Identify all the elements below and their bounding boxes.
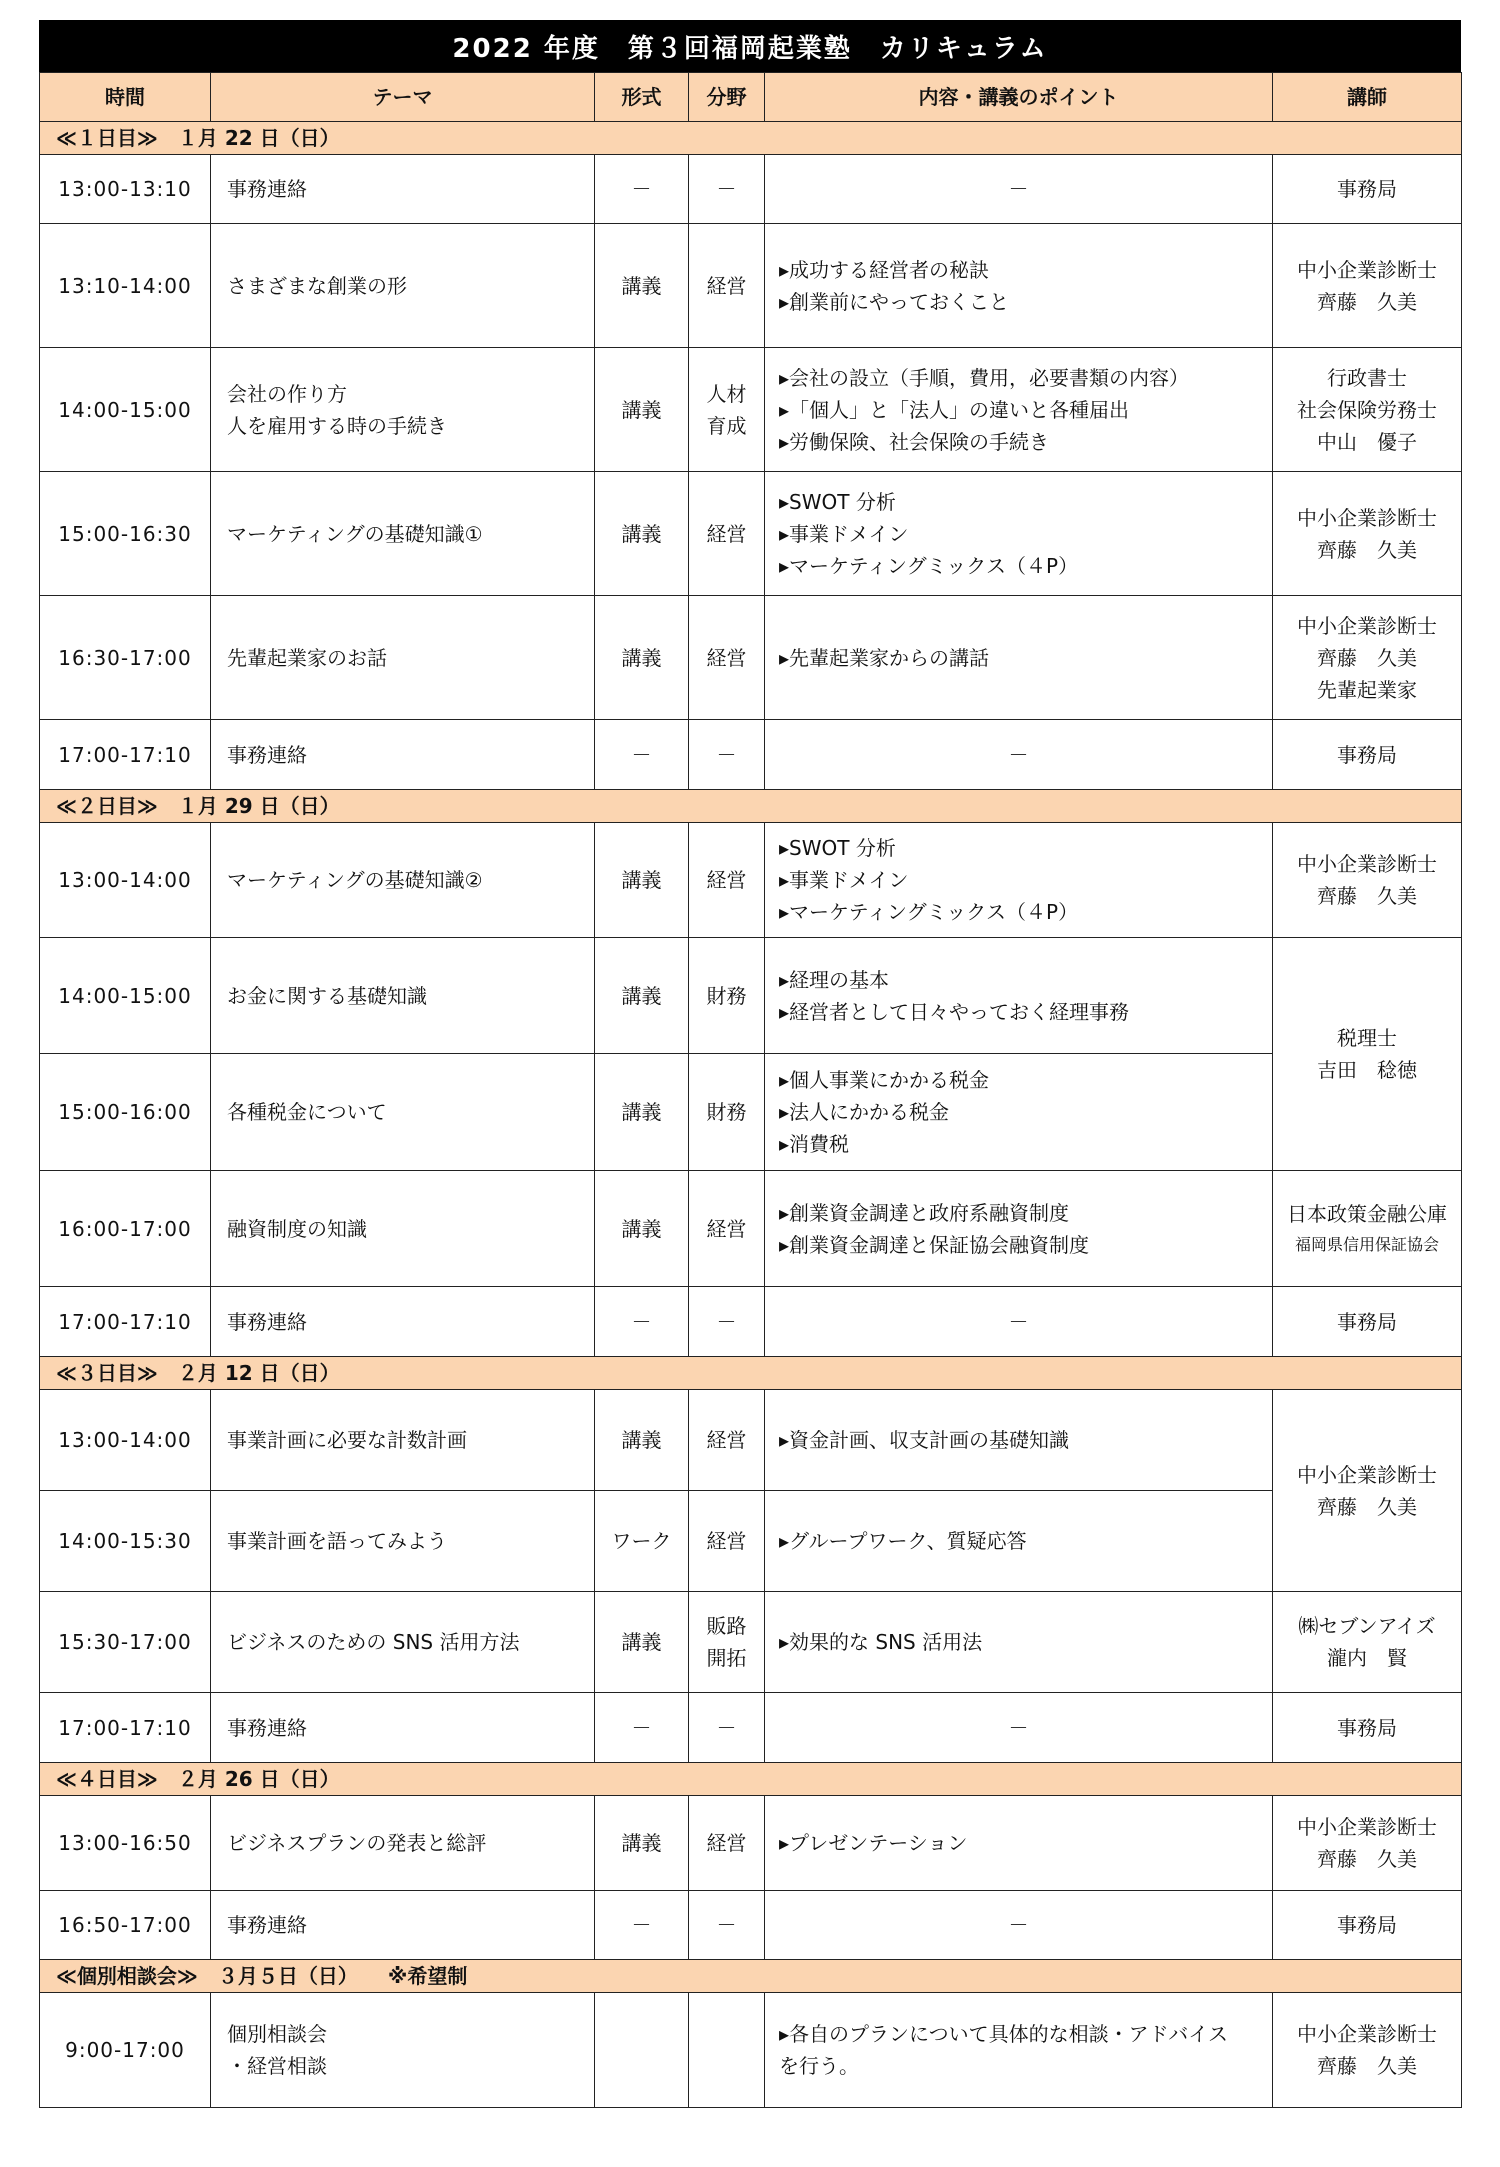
session-time: 14:00-15:30 (40, 1491, 211, 1592)
session-time: 15:00-16:30 (40, 472, 211, 596)
session-lecturer (1273, 938, 1462, 1171)
field-line: 経営 (706, 273, 747, 298)
content-line: － (1008, 177, 1029, 201)
session-field (689, 472, 765, 596)
session-row (40, 1287, 1462, 1357)
session-format: 講義 (595, 1054, 689, 1171)
session-content (765, 1054, 1273, 1171)
day-label: ≪３日目≫ ２月 12 日（日） (40, 1357, 1462, 1390)
theme-line: 事務連絡 (227, 742, 307, 767)
header-lecturer: 講師 (1273, 73, 1462, 122)
day-label: ≪２日目≫ １月 29 日（日） (40, 790, 1462, 823)
session-lecturer (1273, 823, 1462, 938)
session-content (765, 224, 1273, 348)
lecturer-line: 中小企業診断士 (1297, 2022, 1437, 2046)
session-theme (211, 1054, 595, 1171)
content-line: － (1008, 1715, 1029, 1740)
lecturer-line: 福岡県信用保証協会 (1294, 1234, 1439, 1254)
session-field (689, 155, 765, 224)
session-row (40, 472, 1462, 596)
session-lecturer (1273, 1891, 1462, 1960)
theme-line: 先輩起業家のお話 (227, 645, 387, 670)
session-lecturer (1273, 1287, 1462, 1357)
lecturer-line: 齊藤 久美 (1317, 537, 1417, 562)
lecturer-line: 先輩起業家 (1317, 677, 1417, 702)
session-time: 16:50-17:00 (40, 1891, 211, 1960)
session-theme (211, 823, 595, 938)
theme-line: ・経営相談 (227, 2054, 327, 2078)
field-line: 経営 (706, 645, 747, 670)
session-content (765, 348, 1273, 472)
session-theme (211, 1287, 595, 1357)
session-lecturer (1273, 224, 1462, 348)
content-line: ▸消費税 (779, 1132, 850, 1156)
session-content (765, 1287, 1273, 1357)
content-line: ▸SWOT 分析 (779, 836, 896, 860)
content-line: ▸事業ドメイン (779, 521, 909, 546)
session-lecturer (1273, 348, 1462, 472)
session-theme (211, 472, 595, 596)
content-line: ▸創業資金調達と保証協会融資制度 (779, 1232, 1090, 1257)
content-line: を行う。 (779, 2054, 859, 2078)
session-content (765, 720, 1273, 790)
session-theme (211, 596, 595, 720)
theme-line: 融資制度の知識 (227, 1216, 367, 1241)
session-lecturer (1273, 1592, 1462, 1693)
session-theme (211, 155, 595, 224)
session-field (689, 1592, 765, 1693)
session-row (40, 155, 1462, 224)
session-field (689, 823, 765, 938)
content-line: － (1008, 1309, 1029, 1334)
session-field (689, 1796, 765, 1891)
session-row (40, 1491, 1462, 1592)
lecturer-line: 事務局 (1337, 742, 1397, 767)
field-line: 経営 (706, 1529, 747, 1553)
content-line: ▸個人事業にかかる税金 (779, 1068, 990, 1092)
session-format: 講義 (595, 823, 689, 938)
theme-line: 事業計画に必要な計数計画 (227, 1428, 467, 1452)
session-field (689, 1287, 765, 1357)
session-lecturer (1273, 1171, 1462, 1287)
field-line: 開拓 (706, 1646, 747, 1670)
session-row (40, 938, 1462, 1054)
theme-line: 会社の作り方 (227, 381, 347, 406)
theme-line: さまざまな創業の形 (227, 273, 407, 298)
day-label: ≪１日目≫ １月 22 日（日） (40, 122, 1462, 155)
curriculum-page (39, 20, 1461, 2108)
field-line: 人材 (706, 381, 747, 406)
session-lecturer (1273, 1693, 1462, 1763)
header-theme: テーマ (211, 73, 595, 122)
day-header-row (40, 1763, 1462, 1796)
content-line: ▸成功する経営者の秘訣 (779, 257, 990, 282)
content-line: ▸各自のプランについて具体的な相談・アドバイス (779, 2022, 1229, 2046)
session-row (40, 596, 1462, 720)
lecturer-line: 社会保険労務士 (1297, 397, 1437, 422)
field-line: － (716, 1913, 737, 1937)
day-header-row (40, 122, 1462, 155)
field-line: 経営 (706, 868, 747, 892)
session-theme (211, 1491, 595, 1592)
session-time: 17:00-17:10 (40, 1287, 211, 1357)
session-content (765, 1693, 1273, 1763)
content-line: ▸マーケティングミックス（４P） (779, 553, 1079, 578)
session-theme (211, 1171, 595, 1287)
session-row (40, 1796, 1462, 1891)
session-content (765, 938, 1273, 1054)
content-line: ▸資金計画、収支計画の基礎知識 (779, 1428, 1070, 1452)
session-theme (211, 1796, 595, 1891)
content-line: ▸事業ドメイン (779, 868, 909, 892)
session-field (689, 1491, 765, 1592)
content-line: ▸「個人」と「法人」の違いと各種届出 (779, 397, 1130, 422)
session-time: 9:00-17:00 (40, 1993, 211, 2108)
session-field (689, 720, 765, 790)
lecturer-line: 税理士 (1337, 1026, 1397, 1050)
theme-line: 事務連絡 (227, 1715, 307, 1740)
lecturer-line: 中小企業診断士 (1297, 613, 1437, 638)
session-field (689, 1693, 765, 1763)
lecturer-line: 瀧内 賢 (1327, 1646, 1407, 1670)
session-time: 13:00-13:10 (40, 155, 211, 224)
field-line: 経営 (706, 1831, 747, 1855)
session-field (689, 1993, 765, 2108)
theme-line: 事務連絡 (227, 1309, 307, 1334)
session-time: 14:00-15:00 (40, 348, 211, 472)
day-header-row (40, 1357, 1462, 1390)
content-line: ▸経営者として日々やっておく経理事務 (779, 999, 1130, 1024)
theme-line: 事務連絡 (227, 177, 307, 201)
session-content (765, 1891, 1273, 1960)
session-time: 14:00-15:00 (40, 938, 211, 1054)
lecturer-line: 齊藤 久美 (1317, 645, 1417, 670)
session-format (595, 1993, 689, 2108)
session-row (40, 348, 1462, 472)
session-theme (211, 938, 595, 1054)
session-field (689, 224, 765, 348)
session-time: 17:00-17:10 (40, 1693, 211, 1763)
session-field (689, 348, 765, 472)
session-field (689, 1390, 765, 1491)
session-lecturer (1273, 472, 1462, 596)
session-time: 13:10-14:00 (40, 224, 211, 348)
session-time: 15:00-16:00 (40, 1054, 211, 1171)
content-line: ▸グループワーク、質疑応答 (779, 1529, 1027, 1553)
day-label: ≪４日目≫ ２月 26 日（日） (40, 1763, 1462, 1796)
content-line: ▸効果的な SNS 活用法 (779, 1630, 983, 1654)
lecturer-line: 中小企業診断士 (1297, 257, 1437, 282)
session-lecturer (1273, 155, 1462, 224)
content-line: ▸法人にかかる税金 (779, 1100, 950, 1124)
header-field: 分野 (689, 73, 765, 122)
lecturer-line: 事務局 (1337, 1715, 1397, 1740)
session-format: 講義 (595, 224, 689, 348)
content-line: ▸SWOT 分析 (779, 489, 896, 514)
session-theme (211, 720, 595, 790)
session-field (689, 1891, 765, 1960)
header-time: 時間 (40, 73, 211, 122)
lecturer-line: 事務局 (1337, 1913, 1397, 1937)
session-format: 講義 (595, 1171, 689, 1287)
theme-line: お金に関する基礎知識 (227, 983, 427, 1008)
content-line: ▸創業前にやっておくこと (779, 289, 1010, 314)
session-content (765, 1796, 1273, 1891)
lecturer-line: 中小企業診断士 (1297, 505, 1437, 530)
lecturer-line: 中小企業診断士 (1297, 852, 1437, 876)
session-content (765, 155, 1273, 224)
content-line: ▸マーケティングミックス（４P） (779, 900, 1079, 924)
lecturer-line: 中小企業診断士 (1297, 1815, 1437, 1839)
day-label: ≪個別相談会≫ ３月５日（日） ※希望制 (40, 1960, 1462, 1993)
session-format: － (595, 1693, 689, 1763)
session-time: 13:00-14:00 (40, 823, 211, 938)
header-content: 内容・講義のポイント (765, 73, 1273, 122)
lecturer-line: 齊藤 久美 (1317, 884, 1417, 908)
session-content (765, 596, 1273, 720)
session-row (40, 1592, 1462, 1693)
session-row (40, 823, 1462, 938)
field-line: 経営 (706, 1216, 747, 1241)
session-theme (211, 224, 595, 348)
theme-line: 各種税金について (227, 1100, 387, 1124)
field-line: 財務 (706, 1100, 747, 1124)
session-format: 講義 (595, 472, 689, 596)
session-content (765, 1390, 1273, 1491)
lecturer-line: 吉田 稔徳 (1317, 1058, 1417, 1082)
lecturer-line: 齊藤 久美 (1317, 1494, 1417, 1519)
session-row (40, 1054, 1462, 1171)
lecturer-line: 中山 優子 (1317, 429, 1417, 454)
table-header-row (40, 73, 1462, 122)
session-time: 15:30-17:00 (40, 1592, 211, 1693)
content-line: ▸会社の設立（手順，費用，必要書類の内容） (779, 365, 1190, 390)
session-lecturer (1273, 1796, 1462, 1891)
theme-line: 事業計画を語ってみよう (227, 1529, 447, 1553)
session-lecturer (1273, 1993, 1462, 2108)
session-content (765, 472, 1273, 596)
session-theme (211, 1693, 595, 1763)
lecturer-line: 行政書士 (1327, 365, 1407, 390)
lecturer-line: 中小企業診断士 (1297, 1462, 1437, 1487)
field-line: 経営 (706, 1428, 747, 1452)
session-row (40, 1993, 1462, 2108)
session-lecturer (1273, 720, 1462, 790)
field-line: － (716, 1715, 737, 1740)
content-line: ▸創業資金調達と政府系融資制度 (779, 1200, 1070, 1225)
lecturer-line: 齊藤 久美 (1317, 1847, 1417, 1871)
field-line: － (716, 177, 737, 201)
session-format: － (595, 155, 689, 224)
theme-line: ビジネスのための SNS 活用方法 (227, 1630, 520, 1654)
session-lecturer (1273, 596, 1462, 720)
session-format: － (595, 720, 689, 790)
session-time: 13:00-14:00 (40, 1390, 211, 1491)
session-time: 13:00-16:50 (40, 1796, 211, 1891)
session-theme (211, 348, 595, 472)
lecturer-line: 日本政策金融公庫 (1287, 1201, 1447, 1226)
session-content (765, 823, 1273, 938)
content-line: － (1008, 1913, 1029, 1937)
field-line: 育成 (706, 413, 747, 438)
page-title: 2022 年度 第３回福岡起業塾 カリキュラム (39, 20, 1461, 72)
day-header-row (40, 790, 1462, 823)
session-format: 講義 (595, 938, 689, 1054)
session-row (40, 720, 1462, 790)
lecturer-line: 齊藤 久美 (1317, 289, 1417, 314)
field-line: 販路 (706, 1614, 747, 1638)
session-row (40, 224, 1462, 348)
lecturer-line: 事務局 (1337, 177, 1397, 201)
session-format: 講義 (595, 348, 689, 472)
session-format: － (595, 1891, 689, 1960)
session-field (689, 1171, 765, 1287)
header-format: 形式 (595, 73, 689, 122)
session-row (40, 1171, 1462, 1287)
session-time: 17:00-17:10 (40, 720, 211, 790)
session-content (765, 1592, 1273, 1693)
session-format: － (595, 1287, 689, 1357)
session-format: ワーク (595, 1491, 689, 1592)
session-content (765, 1993, 1273, 2108)
lecturer-line: 事務局 (1337, 1309, 1397, 1334)
session-format: 講義 (595, 1390, 689, 1491)
content-line: － (1008, 742, 1029, 767)
session-content (765, 1491, 1273, 1592)
lecturer-line: 齊藤 久美 (1317, 2054, 1417, 2078)
session-format: 講義 (595, 1796, 689, 1891)
theme-line: マーケティングの基礎知識① (227, 521, 483, 546)
theme-line: ビジネスプランの発表と総評 (227, 1831, 487, 1855)
session-content (765, 1171, 1273, 1287)
content-line: ▸労働保険、社会保険の手続き (779, 429, 1050, 454)
session-theme (211, 1390, 595, 1491)
theme-line: 人を雇用する時の手続き (227, 413, 447, 438)
session-row (40, 1891, 1462, 1960)
session-time: 16:00-17:00 (40, 1171, 211, 1287)
session-row (40, 1390, 1462, 1491)
session-row (40, 1693, 1462, 1763)
curriculum-table (39, 72, 1462, 2108)
session-field (689, 596, 765, 720)
theme-line: マーケティングの基礎知識② (227, 868, 483, 892)
field-line: － (716, 742, 737, 767)
session-format: 講義 (595, 1592, 689, 1693)
field-line: 経営 (706, 521, 747, 546)
session-format: 講義 (595, 596, 689, 720)
session-theme (211, 1891, 595, 1960)
session-lecturer (1273, 1390, 1462, 1592)
field-line: 財務 (706, 983, 747, 1008)
session-time: 16:30-17:00 (40, 596, 211, 720)
day-header-row (40, 1960, 1462, 1993)
content-line: ▸先輩起業家からの講話 (779, 645, 990, 670)
theme-line: 事務連絡 (227, 1913, 307, 1937)
lecturer-line: ㈱セブンアイズ (1298, 1614, 1436, 1638)
content-line: ▸経理の基本 (779, 967, 890, 992)
session-theme (211, 1993, 595, 2108)
session-theme (211, 1592, 595, 1693)
session-field (689, 938, 765, 1054)
theme-line: 個別相談会 (227, 2022, 327, 2046)
content-line: ▸プレゼンテーション (779, 1831, 968, 1855)
session-field (689, 1054, 765, 1171)
field-line: － (716, 1309, 737, 1334)
